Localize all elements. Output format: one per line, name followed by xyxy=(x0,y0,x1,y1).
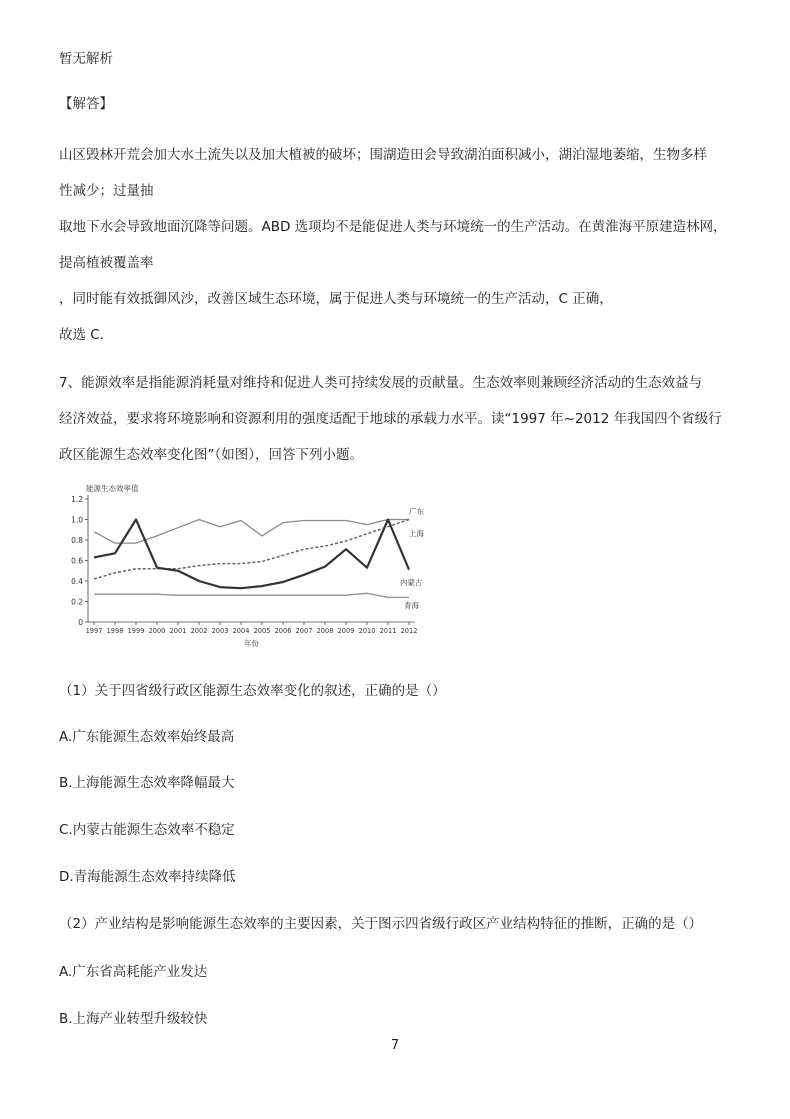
question-stem-line: 经济效益，要求将环境影响和资源利用的强度适配于地球的承载力水平。读“1997 年~2012 年我国四个省级行 xyxy=(59,411,722,427)
y-tick-label: 0.4 xyxy=(71,577,83,586)
x-tick-label: 2004 xyxy=(232,627,250,635)
x-tick-label: 2005 xyxy=(253,627,271,635)
energy-efficiency-line-chart xyxy=(70,483,440,658)
x-tick-label: 2000 xyxy=(148,627,166,635)
option-1d[interactable]: D.青海能源生态效率持续降低 xyxy=(59,869,236,885)
x-tick-label: 2002 xyxy=(190,627,208,635)
no-analysis-text: 暂无解析 xyxy=(59,51,113,67)
series-label: 内蒙古 xyxy=(400,578,423,587)
answer-line: 性减少；过量抽 xyxy=(59,183,154,199)
sub-question-2-prompt: （2）产业结构是影响能源生态效率的主要因素，关于图示四省级行政区产业结构特征的推断，正确的是（） xyxy=(59,916,703,932)
option-2a[interactable]: A.广东省高耗能产业发达 xyxy=(59,964,208,980)
x-tick-label: 1999 xyxy=(127,627,145,635)
series-label: 青海 xyxy=(404,601,419,610)
y-axis-label: 能源生态效率值 xyxy=(86,484,139,493)
answer-line: 提高植被覆盖率 xyxy=(59,255,154,271)
page-number: 7 xyxy=(390,1038,400,1053)
x-tick-label: 2003 xyxy=(211,627,229,635)
x-tick-label: 2009 xyxy=(337,627,355,635)
y-tick-label: 0.6 xyxy=(71,556,83,566)
option-2b[interactable]: B.上海产业转型升级较快 xyxy=(59,1011,208,1027)
sub-question-1-prompt: （1）关于四省级行政区能源生态效率变化的叙述，正确的是（） xyxy=(59,683,446,699)
x-tick-label: 2007 xyxy=(295,627,313,635)
x-axis-label: 年份 xyxy=(244,639,259,648)
x-tick-label: 2001 xyxy=(169,627,187,635)
y-tick-label: 0.8 xyxy=(71,536,83,545)
y-tick-label: 0 xyxy=(78,618,83,627)
answer-line: 故选 C. xyxy=(59,327,105,343)
series-line-内蒙古 xyxy=(94,520,409,589)
y-tick-label: 0.2 xyxy=(71,597,83,607)
answer-line: ，同时能有效抵御风沙，改善区域生态环境，属于促进人类与环境统一的生产活动，C 正确， xyxy=(59,291,613,307)
question-stem-line: 7、能源效率是指能源消耗量对维持和促进人类可持续发展的贡献量。生态效率则兼顾经济活动的生态效益与 xyxy=(59,375,703,391)
y-tick-label: 1.0 xyxy=(71,515,83,525)
answer-line: 山区毁林开荒会加大水土流失以及加大植被的破坏；围湖造田会导致湖泊面积减小，湖泊湿地萎缩，生物多样 xyxy=(59,147,707,163)
x-tick-label: 1998 xyxy=(106,627,124,635)
answer-line: 取地下水会导致地面沉降等问题。ABD 选项均不是能促进人类与环境统一的生产活动。在黄淮海平原建造林网， xyxy=(59,219,727,235)
x-tick-label: 2008 xyxy=(316,627,334,635)
y-tick-label: 1.2 xyxy=(71,495,83,504)
option-1c[interactable]: C.内蒙古能源生态效率不稳定 xyxy=(59,822,235,838)
answer-heading: 【解答】 xyxy=(59,96,113,112)
option-1a[interactable]: A.广东能源生态效率始终最高 xyxy=(59,729,235,745)
series-label: 上海 xyxy=(409,529,424,538)
question-stem-line: 政区能源生态效率变化图”（如图），回答下列小题。 xyxy=(59,447,363,463)
x-tick-label: 2010 xyxy=(358,627,376,635)
series-label: 广东 xyxy=(409,507,424,516)
x-tick-label: 2012 xyxy=(400,627,418,635)
x-tick-label: 2011 xyxy=(379,627,397,635)
x-tick-label: 2006 xyxy=(274,627,292,635)
option-1b[interactable]: B.上海能源生态效率降幅最大 xyxy=(59,775,235,791)
x-tick-label: 1997 xyxy=(85,627,103,635)
series-line-青海 xyxy=(94,593,409,597)
